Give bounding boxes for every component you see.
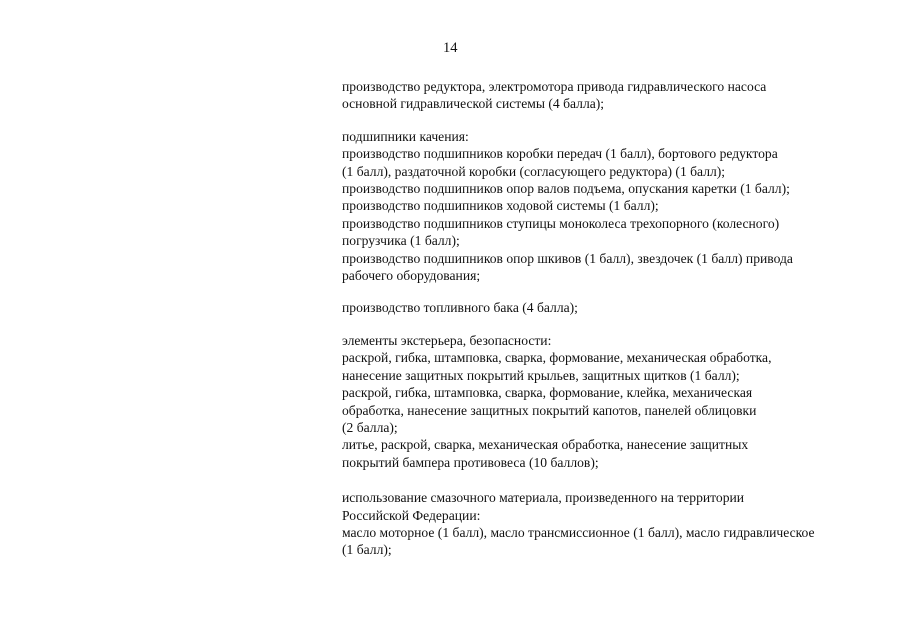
paragraph-exterior-safety [342, 332, 887, 471]
document-body [342, 78, 887, 574]
text-line: литье, раскрой, сварка, механическая обработка, нанесение защитных [342, 437, 749, 453]
text-line: рабочего оборудования; [342, 268, 481, 284]
text-line: покрытий бампера противовеса (10 баллов); [342, 454, 599, 470]
text-line: производство редуктора, электромотора привода гидравлического насоса [342, 79, 767, 94]
paragraph-fuel-tank [342, 299, 887, 316]
text-line: (1 балл); [342, 542, 392, 558]
text-line: производство подшипников коробки передач (1 балл), бортового редуктора [342, 146, 778, 162]
text-line: погрузчика (1 балл); [342, 233, 460, 249]
paragraph-rolling-bearings [342, 128, 887, 285]
text-line: производство подшипников ходовой системы (1 балл); [342, 198, 659, 214]
text-line: масло моторное (1 балл), масло трансмиссионное (1 балл), масло гидравлическое [342, 524, 815, 540]
section-heading: подшипники качения: [342, 128, 469, 144]
page-number: 14 [443, 40, 458, 56]
text-line: производство подшипников опор валов подъема, опускания каретки (1 балл); [342, 181, 790, 197]
text-line: производство топливного бака (4 балла); [342, 300, 578, 316]
text-line: основной гидравлической системы (4 балла); [342, 96, 605, 112]
text-line: (1 балл), раздаточной коробки (согласующего редуктора) (1 балл); [342, 163, 726, 179]
paragraph-gearbox-electromotor [342, 78, 887, 113]
text-line: Российской Федерации: [342, 507, 481, 523]
text-line: раскрой, гибка, штамповка, сварка, формование, клейка, механическая [342, 385, 753, 401]
text-line: раскрой, гибка, штамповка, сварка, формование, механическая обработка, [342, 350, 772, 366]
section-heading: элементы экстерьера, безопасности: [342, 332, 552, 348]
text-line: производство подшипников опор шкивов (1 балл), звездочек (1 балл) привода [342, 250, 793, 266]
text-line: нанесение защитных покрытий крыльев, защитных щитков (1 балл); [342, 367, 740, 383]
text-line: обработка, нанесение защитных покрытий капотов, панелей облицовки [342, 402, 757, 418]
text-line: производство подшипников ступицы моноколеса трехопорного (колесного) [342, 215, 780, 231]
section-heading: использование смазочного материала, произведенного на территории [342, 490, 745, 506]
text-line: (2 балла); [342, 419, 398, 435]
paragraph-lubricants [342, 489, 887, 559]
